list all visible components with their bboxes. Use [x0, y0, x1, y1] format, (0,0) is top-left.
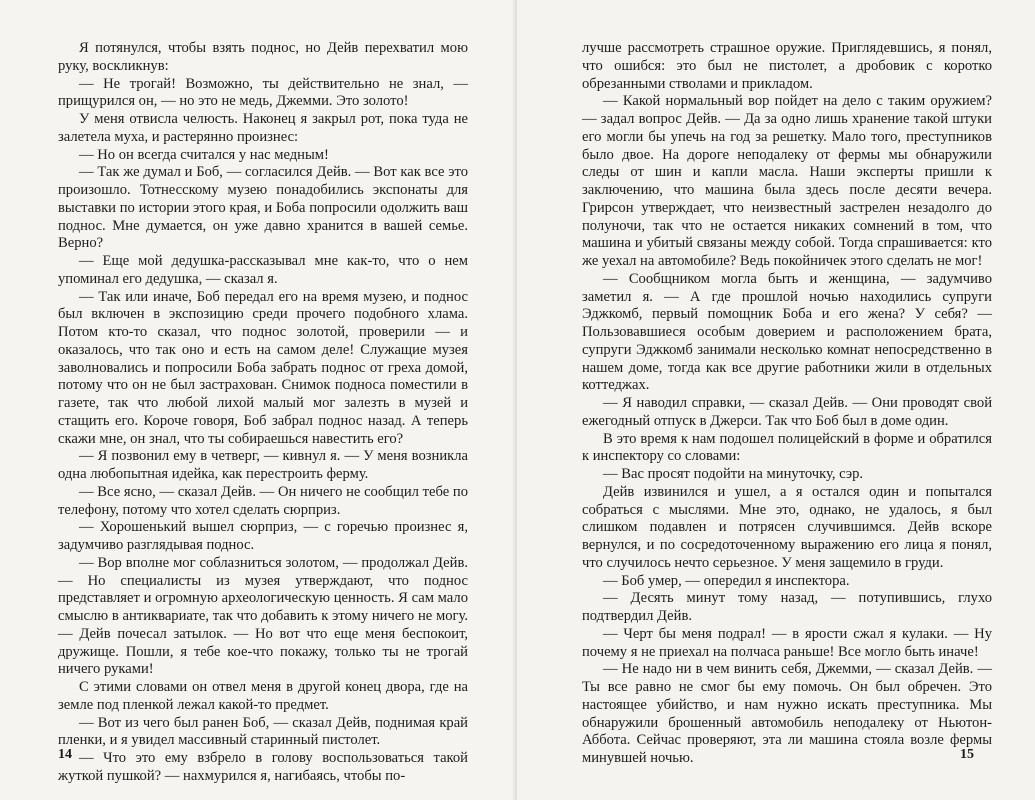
right-page-text — [582, 40, 992, 768]
page-number-right: 15 — [960, 747, 974, 762]
paragraph: — Вас просят подойти на минуточку, сэр. — [603, 466, 864, 482]
paragraph: — Так же думал и Боб, — согласился Дейв. — Вот как все это произошло. Тотнесскому музею понадобились экспонаты для выставки по истории этого края, и Боба попросили одолжить ваш поднос. Мне думается, он уже давно хранится в вашей семье. Верно? — [58, 164, 468, 252]
paragraph: — Не надо ни в чем винить себя, Джемми, — сказал Дейв. — Ты все равно не смог бы ему помочь. Он был обречен. Это настоящее убийство, и нам нужно искать преступника. Мы обнаружили брошенный автомобиль неподалеку от Ньютон-Аббота. Сейчас проверяют, эта ли машина стояла возле фермы минувшей ночью. — [582, 661, 992, 766]
left-page-text — [58, 40, 468, 786]
paragraph: — Вот из чего был ранен Боб, — сказал Дейв, поднимая край пленки, и я увидел массивный старинный пистолет. — [58, 714, 468, 749]
continued-paragraph: лучше рассмотреть страшное оружие. Приглядевшись, я понял, что ошибся: это был не пистолет, а дробовик с коротко обрезанными стволами и прикладом. — [582, 40, 992, 92]
paragraph: — Сообщником могла быть и женщина, — задумчиво заметил я. — А где прошлой ночью находились супруги Эджкомб, первый помощник Боба и его жена? У себя? — Пользовавшиеся особым доверием и расположением брата, супруги Эджкомб занимали несколько комнат непосредственно в нашем доме, тогда как все другие работники жили в отдельных коттеджах. — [582, 270, 992, 394]
paragraph: — Вор вполне мог соблазниться золотом, — продолжал Дейв. — Но специалисты из музея утверждают, что поднос представляет и огромную археологическую ценность. Я сам мало смыслю в антиквариате, так что добавить к этому ничего не могу. — Дейв почесал затылок. — Но вот что еще меня беспокоит, дружище. Пошли, я тебе кое-что покажу, только ты не трогай ничего руками! — [58, 554, 468, 678]
paragraph: — Я наводил справки, — сказал Дейв. — Они проводят свой ежегодный отпуск в Джерси. Так что Боб был в доме один. — [582, 395, 992, 429]
paragraph: С этими словами он отвел меня в другой конец двора, где на земле под пленкой лежал какой-то предмет. — [58, 679, 468, 713]
page-number-left: 14 — [58, 747, 72, 762]
right-page — [517, 0, 1035, 800]
paragraph: — Черт бы меня подрал! — в ярости сжал я кулаки. — Ну почему я не приехал на полчаса раньше! Все могло быть иначе! — [582, 625, 992, 660]
paragraph: — Хорошенький вышел сюрприз, — с горечью произнес я, задумчиво разглядывая поднос. — [58, 519, 468, 553]
paragraph: — Я позвонил ему в четверг, — кивнул я. — У меня возникла одна любопытная идейка, как перестроить ферму. — [58, 448, 468, 482]
paragraph: В это время к нам подошел полицейский в форме и обратился к инспектору со словами: — [582, 430, 992, 465]
paragraph: — Десять минут тому назад, — потупившись, глухо подтвердил Дейв. — [582, 590, 992, 624]
left-page — [0, 0, 517, 800]
paragraph: — Все ясно, — сказал Дейв. — Он ничего не сообщил тебе по телефону, потому что хотел сделать сюрприз. — [58, 483, 468, 518]
paragraph: — Боб умер, — опередил я инспектора. — [603, 572, 850, 589]
paragraph: У меня отвисла челюсть. Наконец я закрыл рот, пока туда не залетела муха, и растерянно произнес: — [58, 111, 468, 145]
paragraph: Дейв извинился и ушел, а я остался один и попытался собраться с мыслями. Мне это, однако, не удалось, я был слишком подавлен и потрясен случившимся. Дейв вскоре вернулся, и по сосредоточенному выражению его лица я понял, что случилось нечто серьезное. У меня защемило в груди. — [582, 483, 992, 571]
paragraph: — Не трогай! Возможно, ты действительно не знал, — прищурился он, — но это не медь, Джемми. Это золото! — [58, 75, 468, 110]
paragraph: — Что это ему взбрело в голову воспользоваться такой жуткой пушкой? — нахмурился я, нагибаясь, чтобы по- — [58, 750, 468, 784]
paragraph: — Какой нормальный вор пойдет на дело с таким оружием? — задал вопрос Дейв. — Да за одно лишь хранение такой штуки его могли бы упечь на год за решетку. Мало того, преступников было двое. На дороге неподалеку от фермы мы обнаружили следы от шин и капли масла. Наши эксперты пришли к заключению, что машина была здесь после десяти вечера. Грирсон утверждает, что неизвестный застрелен незадолго до полуночи, так что не остается никаких сомнений в том, что машина и убитый связаны между собой. Тогда спрашивается: кто же уехал на автомобиле? Ведь покойничек этого сделать не мог! — [582, 93, 992, 269]
paragraph: — Но он всегда считался у нас медным! — [79, 146, 329, 163]
paragraph: — Так или иначе, Боб передал его на время музею, и поднос был включен в экспозицию среди прочего подобного хлама. Потом кто-то сказал, что поднос золотой, проверили — и оказалось, что так оно и есть на самом деле! Служащие музея заволновались и попросили Боба забрать поднос от греха домой, потому что он не был застрахован. Снимок подноса поместили в газете, так что любой лихой малый мог залезть в музей и стащить его. Короче говоря, Боб забрал поднос назад. А теперь скажи мне, он знал, что ты собираешься навестить его? — [58, 288, 468, 447]
paragraph: — Еще мой дедушка-рассказывал мне как-то, что о нем упоминал его дедушка, — сказал я. — [58, 253, 468, 287]
paragraph: Я потянулся, чтобы взять поднос, но Дейв перехватил мою руку, воскликнув: — [58, 40, 468, 74]
